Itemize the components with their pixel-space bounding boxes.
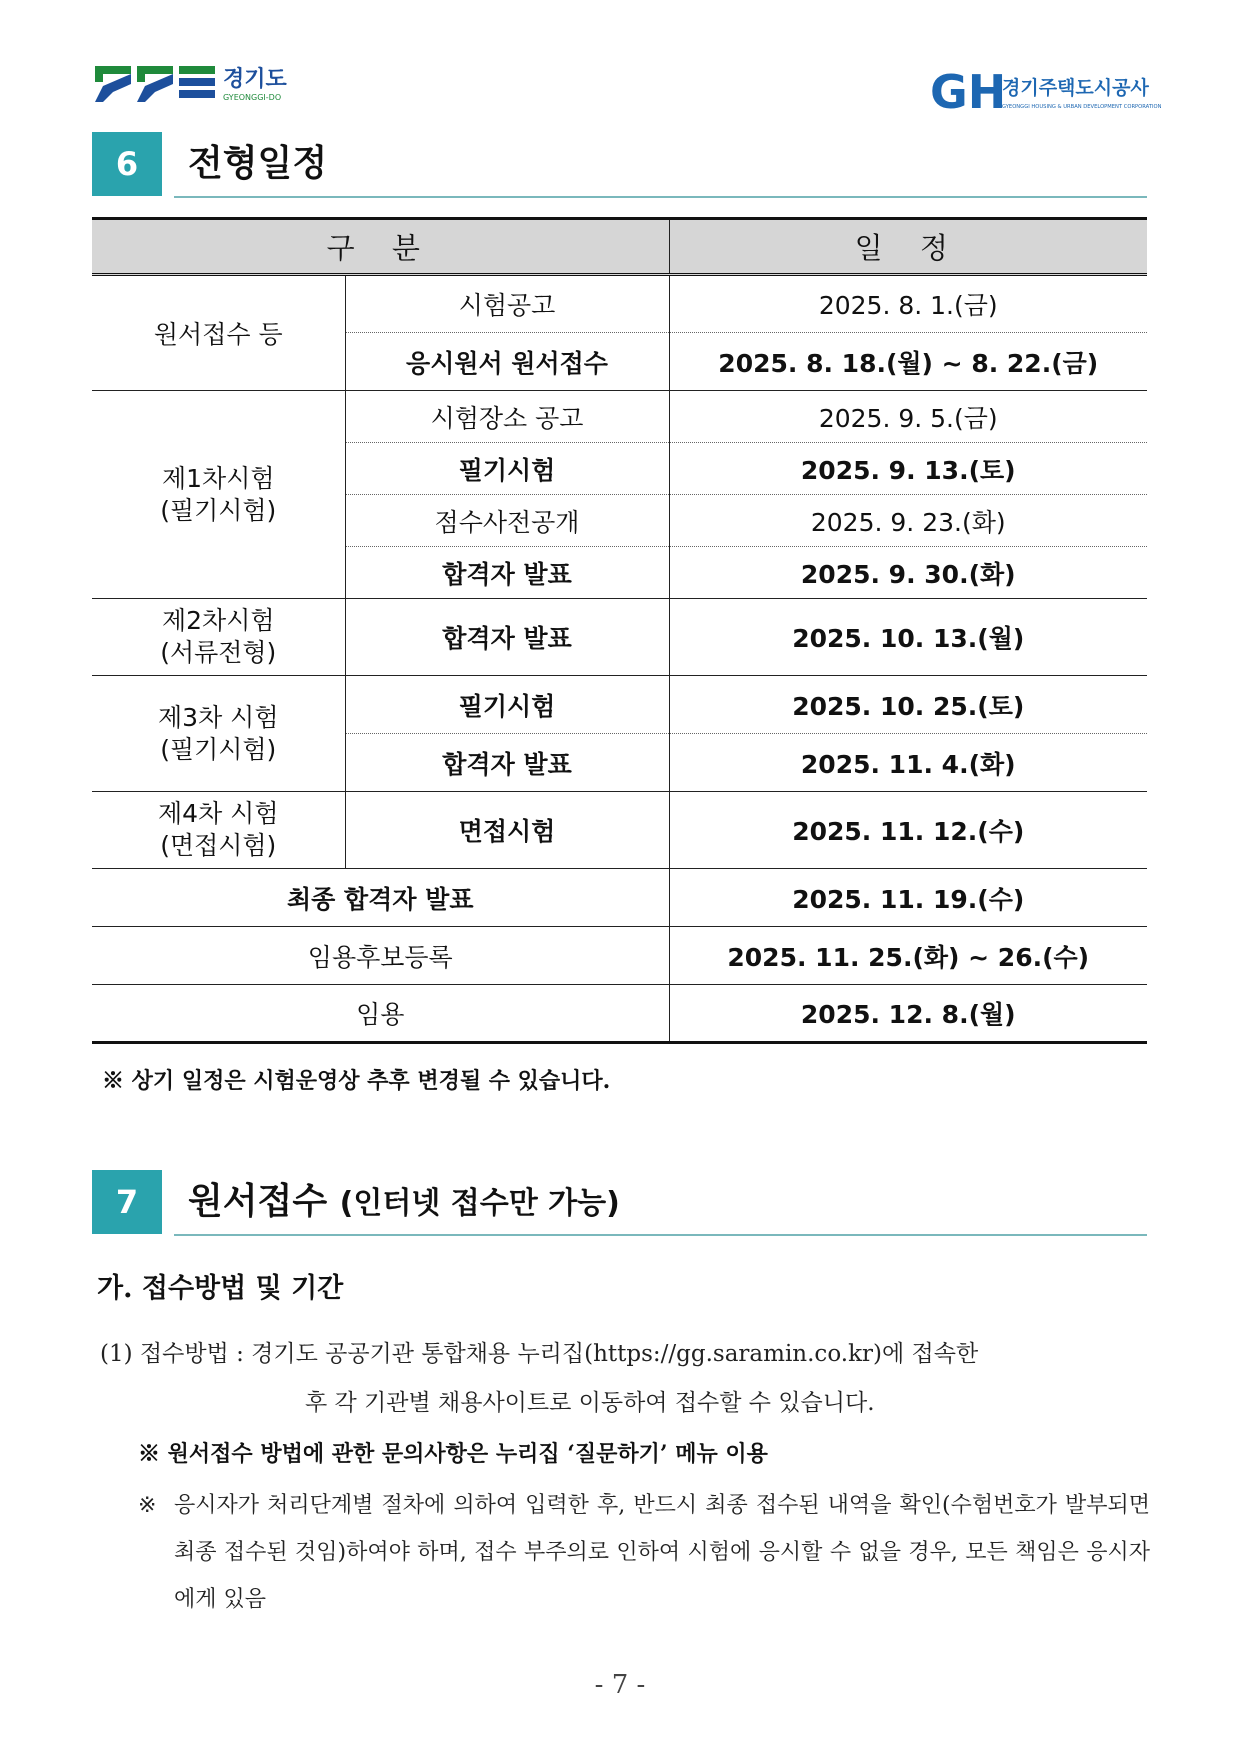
item-cell: 합격자 발표 <box>345 734 669 792</box>
table-row <box>92 599 1147 676</box>
logo-subtext: GYEONGGI-DO <box>223 93 282 102</box>
date-cell: 2025. 10. 13.(월) <box>669 599 1147 676</box>
item-cell: 필기시험 <box>345 676 669 734</box>
gh-mark: GH <box>930 65 1007 119</box>
date-cell: 2025. 8. 18.(월) ~ 8. 22.(금) <box>669 333 1147 391</box>
gyeonggi-do-logo <box>95 60 295 110</box>
section-title <box>188 1170 620 1236</box>
logo-text: 경기도 <box>223 67 287 92</box>
section-number: 7 <box>92 1170 162 1234</box>
table-header-row <box>92 219 1147 275</box>
category-cell <box>92 391 345 599</box>
table-row <box>92 676 1147 734</box>
category-cell <box>92 676 345 792</box>
item-cell: 점수사전공개 <box>345 495 669 547</box>
header-category: 구 분 <box>92 219 669 275</box>
note-inquiry: ※ 원서접수 방법에 관한 문의사항은 누리집 ‘질문하기’ 메뉴 이용 <box>138 1441 768 1467</box>
section-rule <box>174 196 1147 198</box>
page-number: - 7 - <box>594 1670 646 1700</box>
item-cell: 최종 합격자 발표 <box>92 869 669 927</box>
table-row <box>92 985 1147 1043</box>
table-row <box>92 792 1147 869</box>
paragraph-line: (1) 접수방법 : 경기도 공공기관 통합채용 누리집(https://gg.saramin.co.kr)에 접속한 <box>100 1341 979 1367</box>
item-cell: 임용 <box>92 985 669 1043</box>
gyeonggi-do-logo-mark <box>95 60 295 110</box>
section-6-header <box>92 132 1147 196</box>
table-row <box>92 927 1147 985</box>
category-cell <box>92 792 345 869</box>
item-cell: 면접시험 <box>345 792 669 869</box>
date-cell: 2025. 10. 25.(토) <box>669 676 1147 734</box>
table-row <box>92 869 1147 927</box>
item-cell: 임용후보등록 <box>92 927 669 985</box>
date-cell: 2025. 9. 23.(화) <box>669 495 1147 547</box>
item-cell: 합격자 발표 <box>345 547 669 599</box>
category-cell: 원서접수 등 <box>92 275 345 391</box>
section-title-main: 원서접수 <box>188 1181 328 1222</box>
date-cell: 2025. 11. 25.(화) ~ 26.(수) <box>669 927 1147 985</box>
table-row <box>92 275 1147 333</box>
category-cell <box>92 599 345 676</box>
item-cell: 시험장소 공고 <box>345 391 669 443</box>
gh-subname: GYEONGGI HOUSING & URBAN DEVELOPMENT CORPORATION <box>1002 104 1162 110</box>
category-line: 제2차시험 <box>161 606 275 635</box>
date-cell: 2025. 9. 30.(화) <box>669 547 1147 599</box>
date-cell: 2025. 8. 1.(금) <box>669 275 1147 333</box>
date-cell: 2025. 12. 8.(월) <box>669 985 1147 1043</box>
date-cell: 2025. 9. 5.(금) <box>669 391 1147 443</box>
paragraph-line: 후 각 기관별 채용사이트로 이동하여 접수할 수 있습니다. <box>305 1390 875 1416</box>
note-mark: ※ <box>138 1493 157 1518</box>
item-cell: 시험공고 <box>345 275 669 333</box>
category-line: 제4차 시험 <box>158 799 279 828</box>
date-cell: 2025. 11. 19.(수) <box>669 869 1147 927</box>
category-line: (필기시험) <box>160 734 277 764</box>
gh-name: 경기주택도시공사 <box>1002 77 1149 99</box>
item-cell: 합격자 발표 <box>345 599 669 676</box>
section-number: 6 <box>92 132 162 196</box>
date-cell: 2025. 9. 13.(토) <box>669 443 1147 495</box>
item-cell: 필기시험 <box>345 443 669 495</box>
subheading: 가. 접수방법 및 기간 <box>97 1273 344 1304</box>
section-rule <box>174 1234 1147 1236</box>
section-title-suffix: (인터넷 접수만 가능) <box>339 1186 620 1221</box>
note-text: 응시자가 처리단계별 절차에 의하여 입력한 후, 반드시 최종 접수된 내역을 확인(수험번호가 발부되면 최종 접수된 것임)하여야 하며, 접수 부주의로 인하여 시험에 응시할 수 없을 경우, 모든 책임은 응시자에게 있음 <box>174 1493 1150 1612</box>
category-line: (면접시험) <box>160 831 277 860</box>
paragraph-method <box>100 1335 1150 1416</box>
category-line: 제1차시험 <box>161 463 275 493</box>
category-line: (서류전형) <box>160 638 277 667</box>
header-schedule: 일 정 <box>669 219 1147 275</box>
category-line: (필기시험) <box>160 495 277 525</box>
schedule-table <box>92 217 1147 1044</box>
schedule-note: ※ 상기 일정은 시험운영상 추후 변경될 수 있습니다. <box>102 1068 611 1094</box>
date-cell: 2025. 11. 4.(화) <box>669 734 1147 792</box>
note-caution <box>138 1482 1150 1623</box>
date-cell: 2025. 11. 12.(수) <box>669 792 1147 869</box>
table-row <box>92 391 1147 443</box>
item-cell: 응시원서 원서접수 <box>345 333 669 391</box>
category-line: 제3차 시험 <box>158 702 279 732</box>
section-7-header <box>92 1170 1147 1234</box>
gh-logo <box>930 64 1162 120</box>
gh-logo-mark <box>930 64 1162 120</box>
section-title: 전형일정 <box>188 143 328 184</box>
